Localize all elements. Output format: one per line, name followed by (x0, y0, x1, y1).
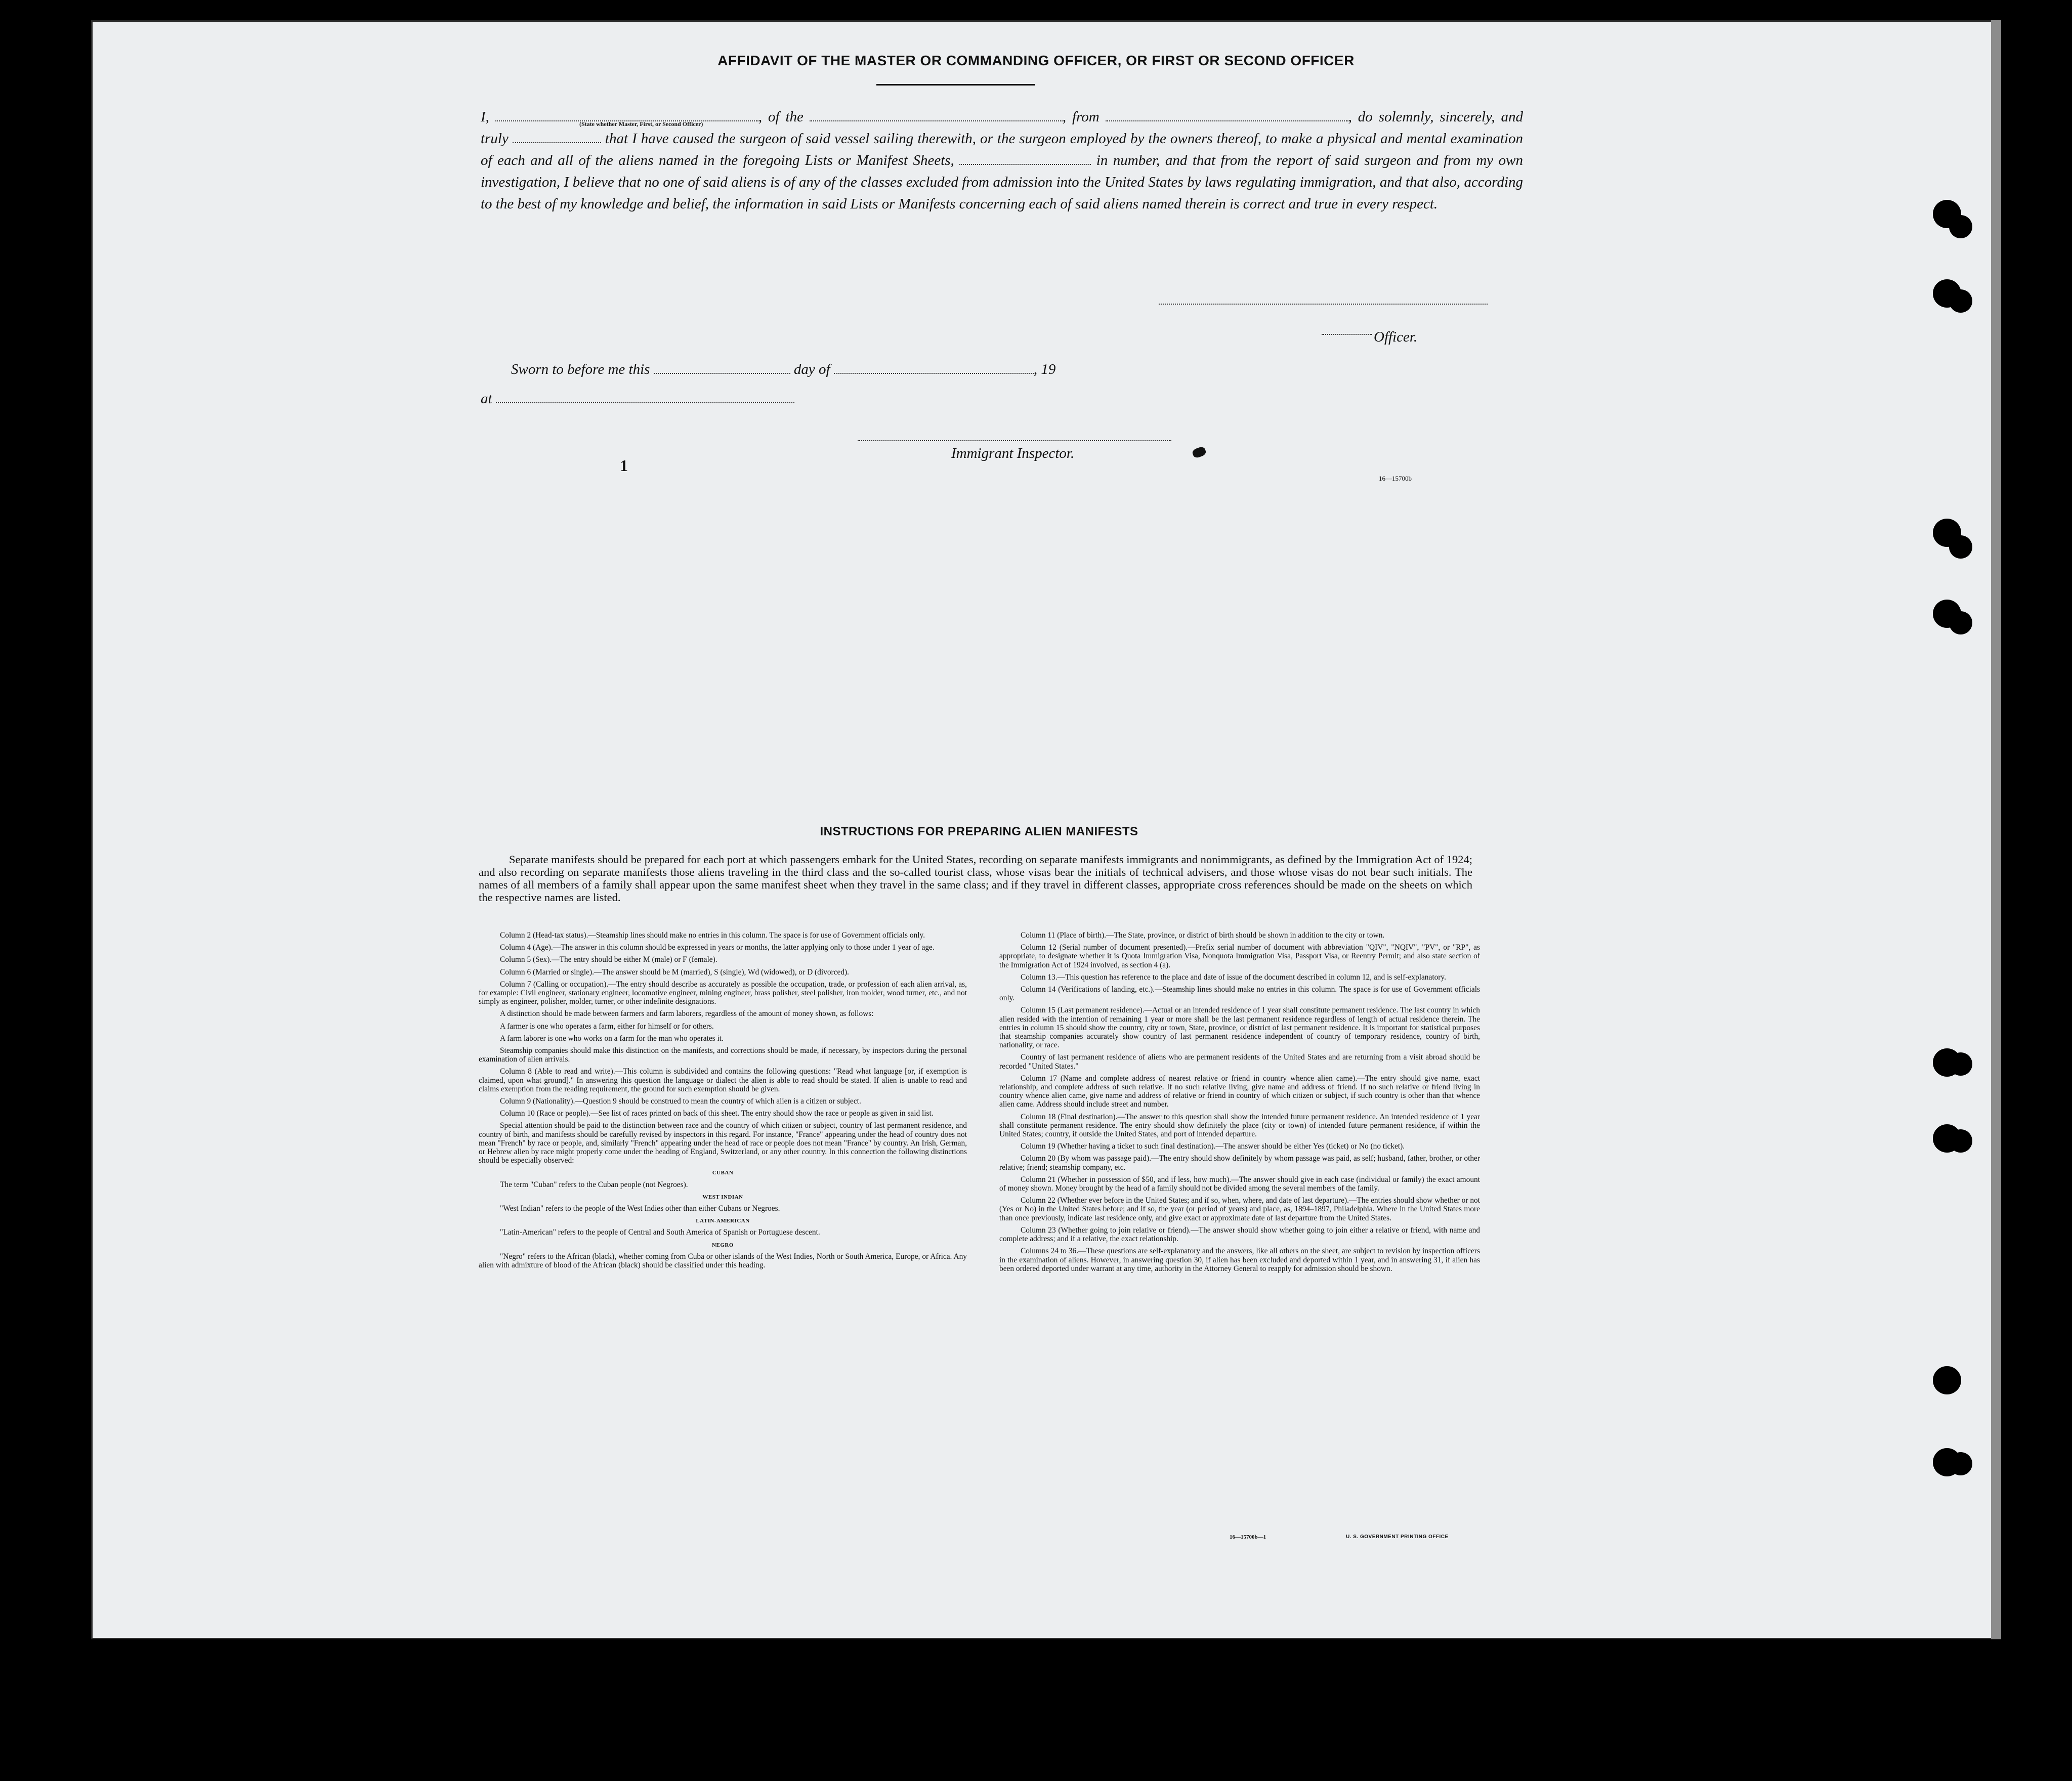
printer-imprint: U. S. GOVERNMENT PRINTING OFFICE (1346, 1534, 1449, 1540)
instructions-left-column (479, 931, 967, 1273)
affidavit-solemnly: solemnly, sincerely, and truly (481, 109, 1524, 147)
instruction-paragraph: A farmer is one who operates a farm, either for himself or for others. (500, 1022, 714, 1031)
binder-hole (1949, 1052, 1972, 1076)
binder-hole (1949, 535, 1972, 559)
instruction-paragraph: Column 21 (Whether in possession of $50, and if less, how much).—The answer should give in each case (individual or family) the exact amount of money shown. Money brought by the head of a family should not be divided among the several members of the family. (999, 1175, 1480, 1193)
instruction-paragraph: A distinction should be made between farmers and farm laborers, regardless of the amount of money shown, as follows: (500, 1009, 874, 1019)
affidavit-i: I, (481, 109, 489, 125)
year-text: , 19 (1033, 361, 1056, 377)
instruction-paragraph: Column 8 (Able to read and write).—This column is subdivided and contains the following questions: "Read what language [or, if exemption is claimed, upon what ground]." In answering this question the language or dialect the alien is able to read should be stated. If alien is unable to read and claims exemption from the reading requirement, the ground for such exemption should be given. (479, 1067, 967, 1093)
instruction-paragraph: Column 23 (Whether going to join relative or friend).—The answer should show whether going to join either a relative or friend, with name and complete address; and if a relative, the exact relationship. (999, 1225, 1480, 1244)
cuban-heading: CUBAN (712, 1170, 734, 1176)
instructions-intro: Separate manifests should be prepared for each port at which passengers embark for the United States, recording on separate manifests immigrants and nonimmigrants, as defined by the Immigration Act of 1924; and also recording on separate manifests those aliens traveling in the third class and the so-called tourist class, whose visas bear the initials of technical advisers, and those whose visas do not bear such initials. The names of all members of a family shall appear upon the same manifest sheet when they travel in the same class; and if they travel in different classes, appropriate cross references should be made on the sheets on which the respective names are listed. (479, 853, 1472, 904)
title-rule (876, 84, 1035, 86)
inspector-label: Immigrant Inspector. (951, 445, 1075, 461)
inspector-signature-line (858, 440, 1171, 441)
instruction-paragraph: Column 12 (Serial number of document presented).—Prefix serial number of document with abbreviation "QIV", "NQIV", "PV", or "RP", as appropriate, to designate whether it is Quota Immigration Visa, Nonquota Immigration Visa, Passport Visa, or Reentry Permit; and also state section of the Immigration Act of 1924 involved, as section 4 (a). (999, 943, 1480, 969)
instruction-paragraph: Column 13.—This question has reference to the place and date of issue of the document described in column 12, and is self-explanatory. (1021, 972, 1446, 982)
port-blank (1106, 110, 1348, 121)
instruction-paragraph: Column 17 (Name and complete address of nearest relative or friend in country whence alien came).—The entry should give name, exact relationship, and complete address of such relative. If no such relative living, give name and address of friend. If no such relative or friend living in country whence alien came, give name and address of relative or friend in country of which citizen or subject, if such country is other than that whence alien came. Address should include street and number. (999, 1074, 1480, 1109)
west-indian-definition: "West Indian" refers to the people of the West Indies other than either Cubans or Negroes. (500, 1204, 780, 1213)
binder-hole (1949, 1129, 1972, 1153)
binder-hole (1949, 289, 1972, 313)
date-blank (513, 132, 601, 143)
latin-american-definition: "Latin-American" refers to the people of Central and South America of Spanish or Portuguese descent. (500, 1228, 820, 1237)
binder-hole (1949, 611, 1972, 634)
latin-american-heading: LATIN-AMERICAN (696, 1218, 750, 1224)
rank-note: (State whether Master, First, or Second Officer) (579, 120, 703, 128)
affidavit-do: , do (1348, 109, 1373, 125)
stray-mark: 1 (620, 456, 628, 475)
affidavit-in-number: in number, and that from the report of said surgeon and from my own investigation, I believe that no one of said aliens is of any of the classes excluded from admission into the United States by laws regulating immigration, and that also, according to the best of my knowledge and belief, the information in said Lists or Manifests concerning each of said aliens named therein is correct and true in every respect. (481, 152, 1523, 212)
sheet-edge (1991, 20, 2001, 1639)
instruction-paragraph: Column 22 (Whether ever before in the United States; and if so, when, where, and date of last departure).—The entries should show whether or not (Yes or No) in the United States before; and if so, the year (or period of years) and place, as, 1894–1897, Philadelphia. Where in the United States more than once previously, indicate last residence only, and give exact or approximate date of last departure from the United States. (999, 1196, 1480, 1222)
instruction-paragraph: Column 9 (Nationality).—Question 9 should be construed to mean the country of which alien is a citizen or subject. (500, 1097, 861, 1106)
at-blank (496, 392, 794, 403)
instruction-paragraph: Column 15 (Last permanent residence).—Actual or an intended residence of 1 year shall constitute permanent residence. The last country in which alien resided with the intention of remaining 1 year or more shall be the last permanent residence regardless of length of actual residence therein. The entries in column 15 should show the country, city or town, State, province, or district of last permanent residence. It is important for statistical purposes that steamship companies accurately show country of last permanent residence independent of country of temporary residence, country of birth, nationality, or race. (999, 1006, 1480, 1050)
officer-line (1322, 334, 1372, 335)
officer-label: Officer. (1374, 329, 1418, 345)
instruction-paragraph: Special attention should be paid to the distinction between race and the country of which citizen or subject, country of last permanent residence, and country of birth, and manifests should be carefully revised by inspectors in this regard. For instance, "France" appearing under the head of country does not mean "French" by race or people, and, similarly "French" appearing under the head of race or people does not mean "France" by country. An Irish, German, or Hebrew alien by race might properly come under the heading of England, Switzerland, or any other country. In this connection the following distinctions should be especially observed: (479, 1121, 967, 1165)
instruction-paragraph: Column 11 (Place of birth).—The State, province, or district of birth should be shown in addition to the city or town. (1021, 931, 1385, 940)
negro-definition: "Negro" refers to the African (black), whether coming from Cuba or other islands of the West Indies, North or South America, Europe, or Africa. Any alien with admixture of blood of the African (black) should be classified under this heading. (479, 1252, 967, 1270)
instruction-paragraph: Steamship companies should make this distinction on the manifests, and corrections should be made, if necessary, by inspectors during the personal examination of alien arrivals. (479, 1046, 967, 1064)
instruction-paragraph: Column 2 (Head-tax status).—Steamship lines should make no entries in this column. The space is for use of Government officials only. (500, 931, 925, 940)
at-line (481, 391, 794, 407)
west-indian-heading: WEST INDIAN (702, 1194, 743, 1200)
instruction-paragraph: Column 6 (Married or single).—The answer should be M (married), S (single), Wd (widowed), or D (divorced). (500, 967, 849, 977)
instruction-paragraph: Column 20 (By whom was passage paid).—The entry should show definitely by whom passage was paid, as self; husband, father, brother, or other relative; friend; steamship company, etc. (999, 1154, 1480, 1172)
sworn-text: Sworn to before me this (511, 361, 650, 377)
sworn-day-blank (654, 363, 790, 374)
affidavit-from: , from (1062, 109, 1100, 125)
instructions-form-number: 16—15700b—1 (1230, 1534, 1266, 1540)
signature-line (1159, 304, 1488, 305)
instruction-paragraph: Column 7 (Calling or occupation).—The entry should describe as accurately as possible the occupation, trade, or profession of each alien arrival, as, for example: Civil engineer, stationary engineer, locomotive engineer, mining engineer, brass polisher, steel polisher, iron molder, wood turner, etc., and not simply as engineer, polisher, molder, turner, or other indefinite designations. (479, 980, 967, 1006)
day-of-text: day of (793, 361, 830, 377)
binder-hole (1933, 1366, 1961, 1394)
at-text: at (481, 391, 492, 407)
vessel-blank (810, 110, 1063, 121)
instruction-paragraph: Column 5 (Sex).—The entry should be either M (male) or F (female). (500, 955, 717, 964)
instruction-paragraph: Column 10 (Race or people).—See list of races printed on back of this sheet. The entry should show the race or people as given in said list. (500, 1109, 934, 1118)
instructions-right-column (999, 931, 1480, 1277)
affidavit-title: AFFIDAVIT OF THE MASTER OR COMMANDING OFFICER, OR FIRST OR SECOND OFFICER (717, 53, 1355, 68)
cuban-definition: The term "Cuban" refers to the Cuban people (not Negroes). (500, 1180, 688, 1189)
instruction-paragraph: Columns 24 to 36.—These questions are self-explanatory and the answers, like all others on the sheet, are subject to revision by inspection officers in the examination of aliens. However, in answering question 30, if alien has been excluded and deported within 1 year, and in answering 31, if alien has been ordered deported under warrant at any time, authority in the Attorney General to reapply for admission should be shown. (999, 1247, 1480, 1273)
binder-hole (1949, 1452, 1972, 1475)
sworn-month-blank (834, 363, 1034, 374)
instruction-paragraph: Country of last permanent residence of aliens who are permanent residents of the United States and are returning from a visit abroad should be recorded "United States." (999, 1053, 1480, 1071)
affidavit-of-the: , of the (758, 109, 804, 125)
instruction-paragraph: Column 18 (Final destination).—The answer to this question shall show the intended future permanent residence. An intended residence of 1 year shall constitute permanent residence. The entry should show definitely the place (city or town) of intended future permanent residence, if within the United States; country, if outside the United States, and port of intended departure. (999, 1112, 1480, 1139)
instruction-paragraph: Column 19 (Whether having a ticket to such final destination).—The answer should be either Yes (ticket) or No (no ticket). (1021, 1142, 1405, 1151)
instructions-title: INSTRUCTIONS FOR PREPARING ALIEN MANIFESTS (820, 825, 1138, 838)
affidavit-form-number: 16—15700b (1379, 475, 1412, 482)
sworn-line (511, 361, 1055, 378)
rank-blank (495, 110, 758, 121)
sheets-count-blank (959, 154, 1091, 165)
binder-hole (1949, 215, 1972, 238)
instruction-paragraph: Column 14 (Verifications of landing, etc.).—Steamship lines should make no entries in this column. The space is for use of Government officials only. (999, 985, 1480, 1003)
negro-heading: NEGRO (712, 1242, 734, 1248)
instruction-paragraph: A farm laborer is one who works on a farm for the man who operates it. (500, 1034, 724, 1043)
instruction-paragraph: Column 4 (Age).—The answer in this column should be expressed in years or months, the latter applying only to those under 1 year of age. (500, 943, 935, 952)
affidavit-line2: that I have caused the surgeon of said vessel sailing therewith, or the surgeon employed by the owners thereof, to make a physical and mental examination of each and all of the aliens named in the foregoing Lists or Manifest Sheets, (481, 131, 1524, 168)
